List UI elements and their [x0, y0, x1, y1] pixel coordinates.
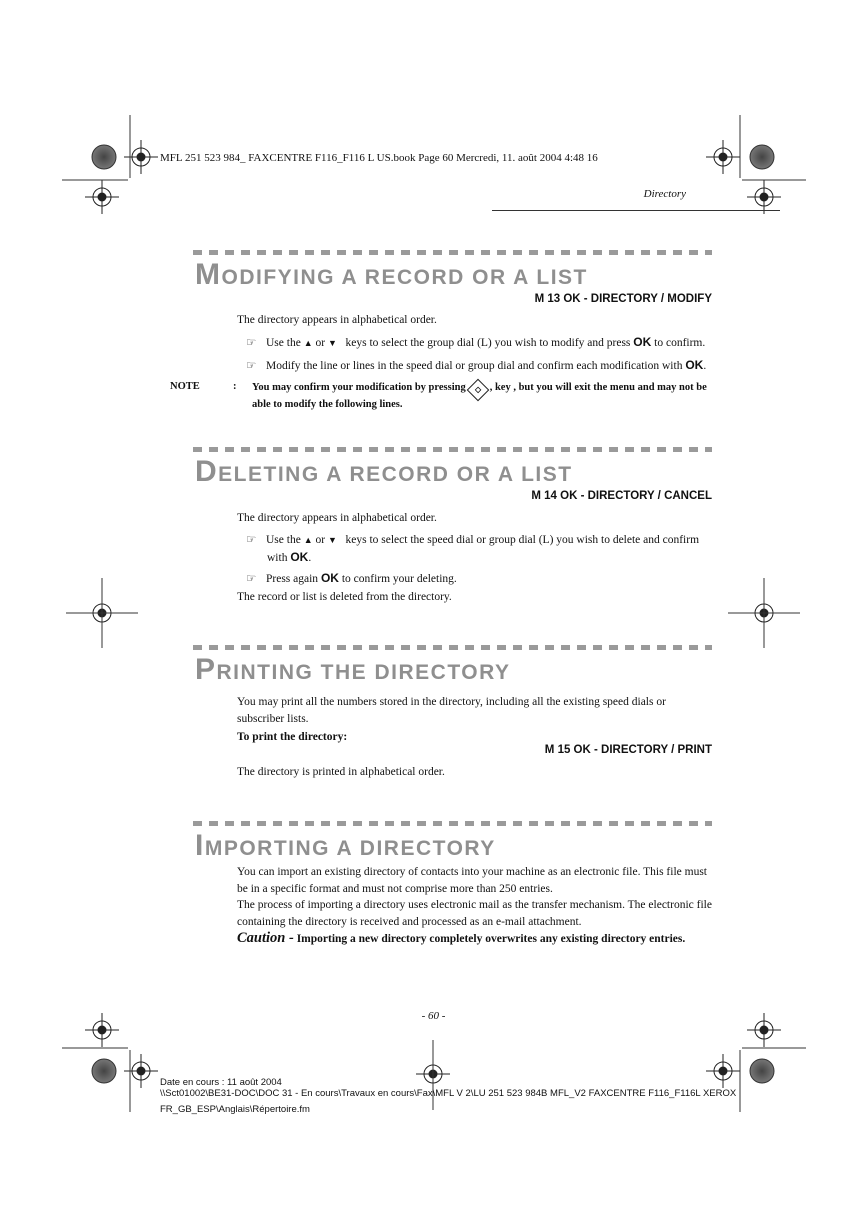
- section-divider: [193, 250, 712, 255]
- running-head: Directory: [643, 188, 686, 200]
- pointing-hand-icon: ☞: [246, 573, 257, 585]
- paragraph: The directory appears in alphabetical order.: [237, 314, 437, 326]
- section-divider: [193, 447, 712, 452]
- page-number: - 60 -: [421, 1010, 446, 1022]
- list-item: ☞ Press again OK to confirm your deleting.: [246, 570, 713, 588]
- section-divider: [193, 821, 712, 826]
- list-item: ☞ Modify the line or lines in the speed dial or group dial and confirm each modification with OK.: [246, 357, 713, 375]
- pointing-hand-icon: ☞: [246, 360, 257, 372]
- note-label: NOTE: [170, 381, 200, 392]
- down-arrow-icon: ▼: [327, 338, 337, 348]
- menu-command: M 14 OK - DIRECTORY / CANCEL: [531, 490, 712, 502]
- footer-path: \\Sct01002\BE31-DOC\DOC 31 - En cours\Travaux en cours\Fax\MFL V 2\LU 251 523 984B MFL_V2 FAXCENTRE F116_F116L XEROX: [160, 1088, 737, 1099]
- paragraph: The directory is printed in alphabetical order.: [237, 766, 445, 778]
- subheading: To print the directory:: [237, 731, 348, 743]
- paragraph: The process of importing a directory uses electronic mail as the transfer mechanism. The electronic file containing the directory is received and processed as an e-mail attachment.: [237, 899, 712, 928]
- up-arrow-icon: ▲: [303, 338, 313, 348]
- registration-mark-icon: [750, 145, 774, 169]
- up-arrow-icon: ▲: [303, 535, 313, 545]
- start-key-icon: ◇: [466, 379, 489, 402]
- list-item: ☞ Use the ▲ or ▼ keys to select the speed dial or group dial (L) you wish to delete and confirm with OK.: [246, 534, 700, 564]
- section-title-import: IMPORTING A DIRECTORY: [195, 829, 496, 862]
- pointing-hand-icon: ☞: [246, 534, 257, 546]
- section-title-delete: DELETING A RECORD OR A LIST: [195, 455, 573, 488]
- caution: Caution - Importing a new directory completely overwrites any existing directory entries.: [237, 930, 686, 946]
- book-header: MFL 251 523 984_ FAXCENTRE F116_F116 L US.book Page 60 Mercredi, 11. août 2004 4:48 16: [160, 152, 598, 164]
- footer-date: Date en cours : 11 août 2004: [160, 1077, 282, 1088]
- note-colon: :: [233, 381, 237, 392]
- menu-command: M 15 OK - DIRECTORY / PRINT: [544, 744, 712, 756]
- footer-file: FR_GB_ESP\Anglais\Répertoire.fm: [160, 1104, 310, 1115]
- menu-command: M 13 OK - DIRECTORY / MODIFY: [534, 293, 712, 305]
- down-arrow-icon: ▼: [327, 535, 337, 545]
- paragraph: The directory appears in alphabetical order.: [237, 512, 437, 524]
- paragraph: The record or list is deleted from the directory.: [237, 591, 452, 603]
- registration-mark-icon: [750, 1059, 774, 1083]
- note-text: You may confirm your modification by pressing ◇ , key , but you will exit the menu and may not be able to modify the following lines.: [252, 381, 714, 412]
- pointing-hand-icon: ☞: [246, 337, 257, 349]
- header-rule: [492, 210, 780, 211]
- paragraph: You may print all the numbers stored in the directory, including all the existing speed dials or subscriber lists.: [237, 696, 666, 725]
- section-title-print: PRINTING THE DIRECTORY: [195, 653, 511, 686]
- section-divider: [193, 645, 712, 650]
- registration-mark-icon: [92, 1059, 116, 1083]
- registration-mark-icon: [92, 145, 116, 169]
- section-title-modify: MODIFYING A RECORD OR A LIST: [195, 258, 588, 291]
- list-item: ☞ Use the ▲ or ▼ keys to select the group dial (L) you wish to modify and press OK to confirm.: [246, 334, 713, 352]
- paragraph: You can import an existing directory of contacts into your machine as an electronic file. This file must be in a specific format and must not comprise more than 250 entries.: [237, 866, 708, 895]
